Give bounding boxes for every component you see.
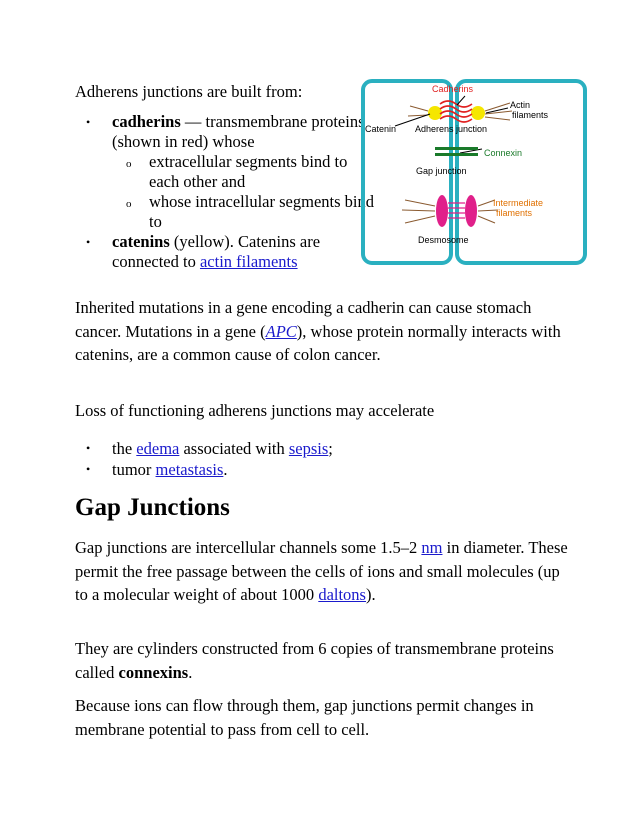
term-cadherins: cadherins <box>112 112 181 131</box>
connexin-bottom <box>435 153 478 156</box>
components-list <box>75 112 375 272</box>
link-nm[interactable]: nm <box>421 538 443 557</box>
term-catenins: catenins <box>112 232 170 251</box>
cadherins-description: — transmembrane proteins (shown in red) whose <box>112 112 365 151</box>
link-daltons[interactable]: daltons <box>318 585 366 604</box>
sublist-item: o extracellular segments bind to each other and <box>112 152 375 192</box>
label-adherens-junction: Adherens junction <box>415 124 488 134</box>
label-actin-filaments: Actin filaments <box>510 100 549 120</box>
link-actin-filaments[interactable]: actin filaments <box>199 252 298 271</box>
paragraph-loss: Loss of functioning adherens junctions may accelerate <box>75 401 435 420</box>
link-apc[interactable]: APC <box>265 321 297 341</box>
accelerate-list <box>75 438 555 480</box>
paragraph-connexins: They are cylinders constructed from 6 copies of transmembrane proteins called connexins. <box>75 639 554 682</box>
list-item-cadherins <box>75 112 375 232</box>
label-desmosome: Desmosome <box>418 235 469 245</box>
link-edema[interactable]: edema <box>136 439 180 458</box>
label-cadherins: Cadherins <box>432 84 474 94</box>
label-catenin: Catenin <box>365 124 397 134</box>
catenins-description: (yellow). Catenins are connected to <box>112 232 321 271</box>
list-item-metastasis: • tumor metastasis. <box>75 459 555 480</box>
desmosome-plaque-left <box>436 195 448 227</box>
label-gap-junction: Gap junction <box>416 166 467 176</box>
catenin-right <box>471 106 485 120</box>
term-connexins: connexins <box>118 662 189 682</box>
label-intermediate-filaments: Intermediate filaments <box>493 198 544 218</box>
list-item-edema: • the edema associated with sepsis; <box>75 438 555 459</box>
junctions-diagram <box>360 78 588 266</box>
paragraph-mutations: Inherited mutations in a gene encoding a cadherin can cause stomach cancer. Mutations in a gene (APC), whose protein normally interacts with catenins, are a common cause of colon cancer. <box>75 298 561 364</box>
list-item-catenins <box>75 232 375 272</box>
paragraph-membrane-potential: Because ions can flow through them, gap junctions permit changes in membrane potential to pass from cell to cell. <box>75 696 534 739</box>
link-metastasis[interactable]: metastasis <box>155 460 224 479</box>
label-connexin: Connexin <box>484 148 523 158</box>
intro-text: Adherens junctions are built from: <box>75 82 303 101</box>
heading-gap-junctions: Gap Junctions <box>75 494 230 521</box>
connexin-top <box>435 147 478 150</box>
desmosome-plaque-right <box>465 195 477 227</box>
link-sepsis[interactable]: sepsis <box>288 439 329 458</box>
cadherins-sublist <box>112 152 375 232</box>
paragraph-gap-intro: Gap junctions are intercellular channels some 1.5–2 nm in diameter. These permit the free passage between the cells of ions and small molecules (up to a molecular weight of about 1000 daltons). <box>75 538 568 604</box>
sublist-item: o whose intracellular segments bind to <box>112 192 375 232</box>
